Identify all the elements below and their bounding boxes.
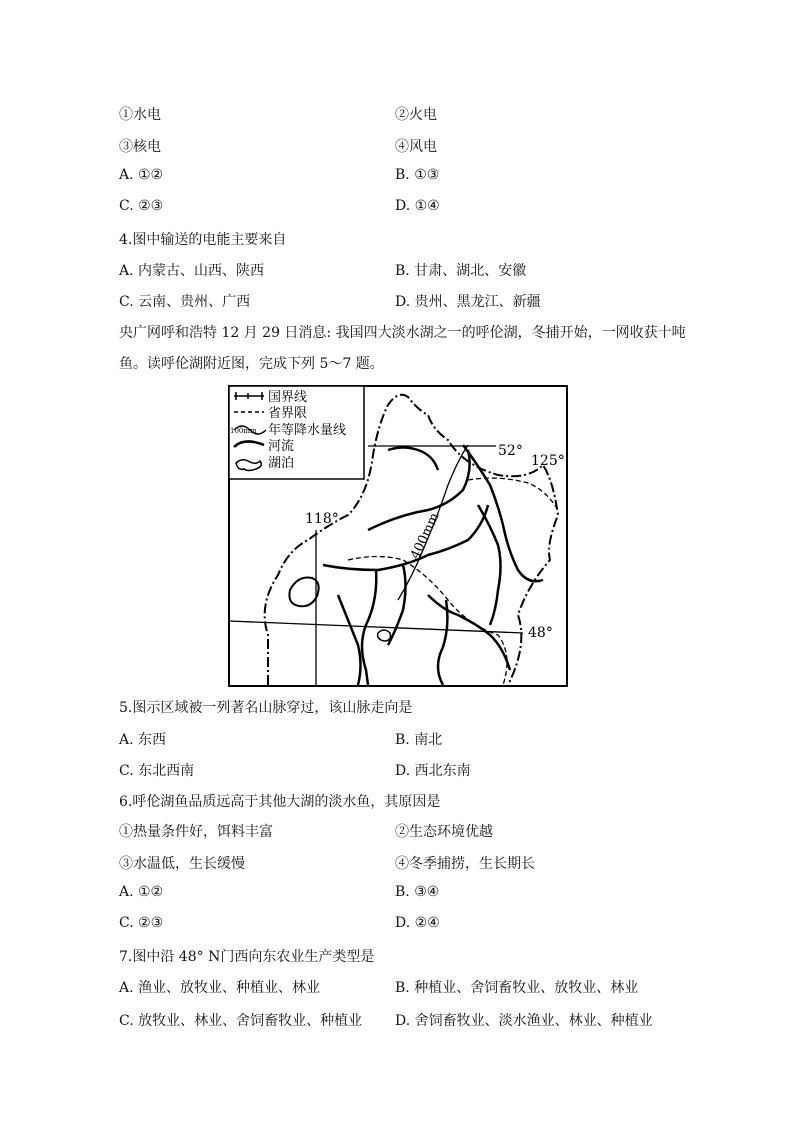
q6-option-3: ③水温低，生长缓慢: [119, 856, 245, 872]
lon-118-label: 118°: [305, 511, 339, 527]
legend-label-border: 国界线: [268, 390, 308, 405]
q6-stem: 6.呼伦湖鱼品质远高于其他大湖的淡水鱼，其原因是: [119, 794, 441, 810]
q4-choice-b: B. 甘肃、湖北、安徽: [395, 263, 527, 279]
lon-125-label: 125°: [531, 453, 565, 469]
legend-label-province: 省界限: [268, 406, 308, 421]
q5-choice-a: A. 东西: [119, 732, 167, 748]
q7-choice-b: B. 种植业、舍饲畜牧业、放牧业、林业: [395, 980, 639, 996]
q3-choice-b: B. ①③: [395, 167, 440, 183]
q3-option-3: ③核电: [119, 139, 161, 155]
legend-label-small: 100mm: [230, 427, 257, 435]
intro-line-1: 央广网呼和浩特 12 月 29 日消息: 我国四大淡水湖之一的呼伦湖，冬捕开始，一网收获十吨: [119, 325, 686, 341]
q6-choice-b: B. ③④: [395, 884, 440, 900]
q4-stem: 4.图中输送的电能主要来自: [119, 232, 287, 248]
q3-choice-c: C. ②③: [119, 198, 164, 214]
q7-stem: 7.图中沿 48° N门西向东农业生产类型是: [119, 949, 375, 965]
q7-choice-a: A. 渔业、放牧业、种植业、林业: [119, 980, 321, 996]
hulun-lake-map: [228, 385, 568, 687]
q5-stem: 5.图示区域被一列著名山脉穿过，该山脉走向是: [119, 700, 413, 716]
legend-label-river: 河流: [268, 439, 295, 454]
lat-52-label: 52°: [498, 443, 523, 459]
q6-choice-c: C. ②③: [119, 915, 164, 931]
isohyet-label: 400mm: [408, 510, 443, 562]
q3-choice-a: A. ①②: [119, 167, 164, 183]
q7-choice-d: D. 舍饲畜牧业、淡水渔业、林业、种植业: [395, 1013, 653, 1029]
q7-choice-c: C. 放牧业、林业、舍饲畜牧业、种植业: [119, 1013, 363, 1029]
legend-label-lake: 湖泊: [268, 456, 295, 471]
q6-choice-a: A. ①②: [119, 884, 164, 900]
q3-option-2: ②火电: [395, 107, 437, 123]
q5-choice-c: C. 东北西南: [119, 763, 195, 779]
q4-choice-c: C. 云南、贵州、广西: [119, 294, 251, 310]
q6-choice-d: D. ②④: [395, 915, 440, 931]
q6-option-4: ④冬季捕捞，生长期长: [395, 856, 535, 872]
lat-48-label: 48°: [528, 625, 553, 641]
q4-choice-d: D. 贵州、黑龙江、新疆: [395, 294, 541, 310]
q6-option-1: ①热量条件好，饵料丰富: [119, 824, 273, 840]
q5-choice-d: D. 西北东南: [395, 763, 471, 779]
q3-choice-d: D. ①④: [395, 198, 440, 214]
legend-label-isohyet: 年等降水量线: [268, 423, 347, 438]
q3-option-4: ④风电: [395, 139, 437, 155]
q5-choice-b: B. 南北: [395, 732, 443, 748]
q4-choice-a: A. 内蒙古、山西、陕西: [119, 263, 265, 279]
q6-option-2: ②生态环境优越: [395, 824, 493, 840]
q3-option-1: ①水电: [119, 107, 161, 123]
intro-line-2: 鱼。读呼伦湖附近图，完成下列 5～7 题。: [119, 356, 384, 372]
